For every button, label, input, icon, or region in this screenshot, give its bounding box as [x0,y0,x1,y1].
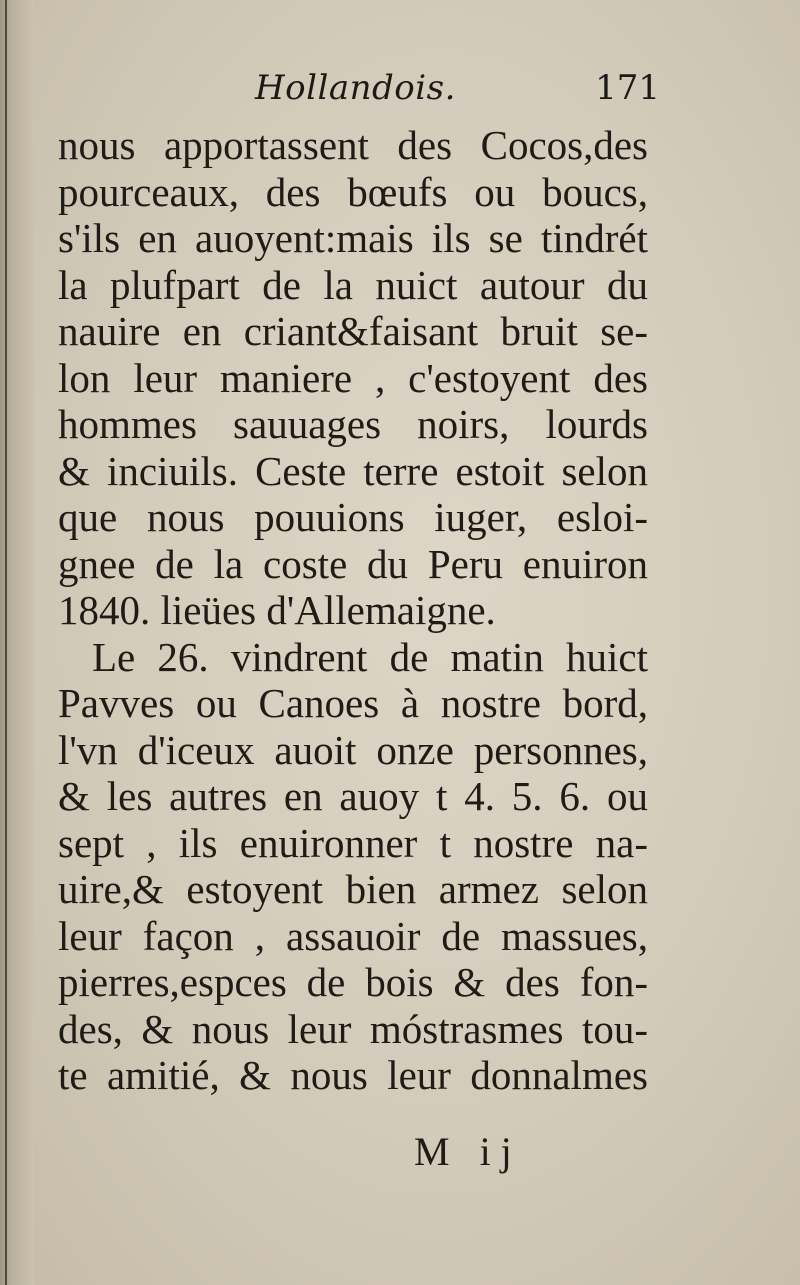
text-line: des, & nous leur móstrasmes tou- [58,1005,648,1052]
binding-edge [5,0,7,1285]
text-line: gnee de la coste du Peru enuiron [58,540,648,587]
text-line: Pavves ou Canoes à nostre bord, [58,680,648,726]
text-line: nous apportassent des Cocos,des [58,122,648,168]
text-line: Le 26. vindrent de matin huict [92,633,648,680]
text-line: s'ils en auoyent:mais ils se tindrét [58,215,648,261]
text-line: te amitié, & nous leur donnalmes [58,1052,648,1098]
page-number: 171 [595,68,660,108]
text-line: l'vn d'iceux auoit onze personnes, [58,726,648,773]
text-line: hommes sauuages noirs, lourds [58,401,648,447]
text-line: & les autres en auoy t 4. 5. 6. ou [58,773,648,819]
text-line: lon leur maniere , c'estoyent des [58,354,648,401]
text-line: 1840. lieües d'Allemaigne. [58,587,496,633]
text-line: que nous pouuions iuger, esloi- [58,494,648,540]
text-line: pierres,espces de bois & des fon- [58,959,648,1005]
text-line: la plufpart de la nuict autour du [58,261,648,308]
text-line: sept , ils enuironner t nostre na- [58,819,648,866]
signature-mark: M ij [414,1129,522,1174]
text-line: & inciuils. Ceste terre estoit selon [58,447,648,494]
page-header [60,68,660,118]
text-line: nauire en criant&faisant bruit se- [58,308,648,354]
text-line: pourceaux, des bœufs ou boucs, [58,168,648,215]
text-line: leur façon , assauoir de massues, [58,912,648,959]
running-title: Hollandois. [255,68,456,108]
body-text [58,122,648,1099]
text-line: uire,& estoyent bien armez selon [58,866,648,912]
